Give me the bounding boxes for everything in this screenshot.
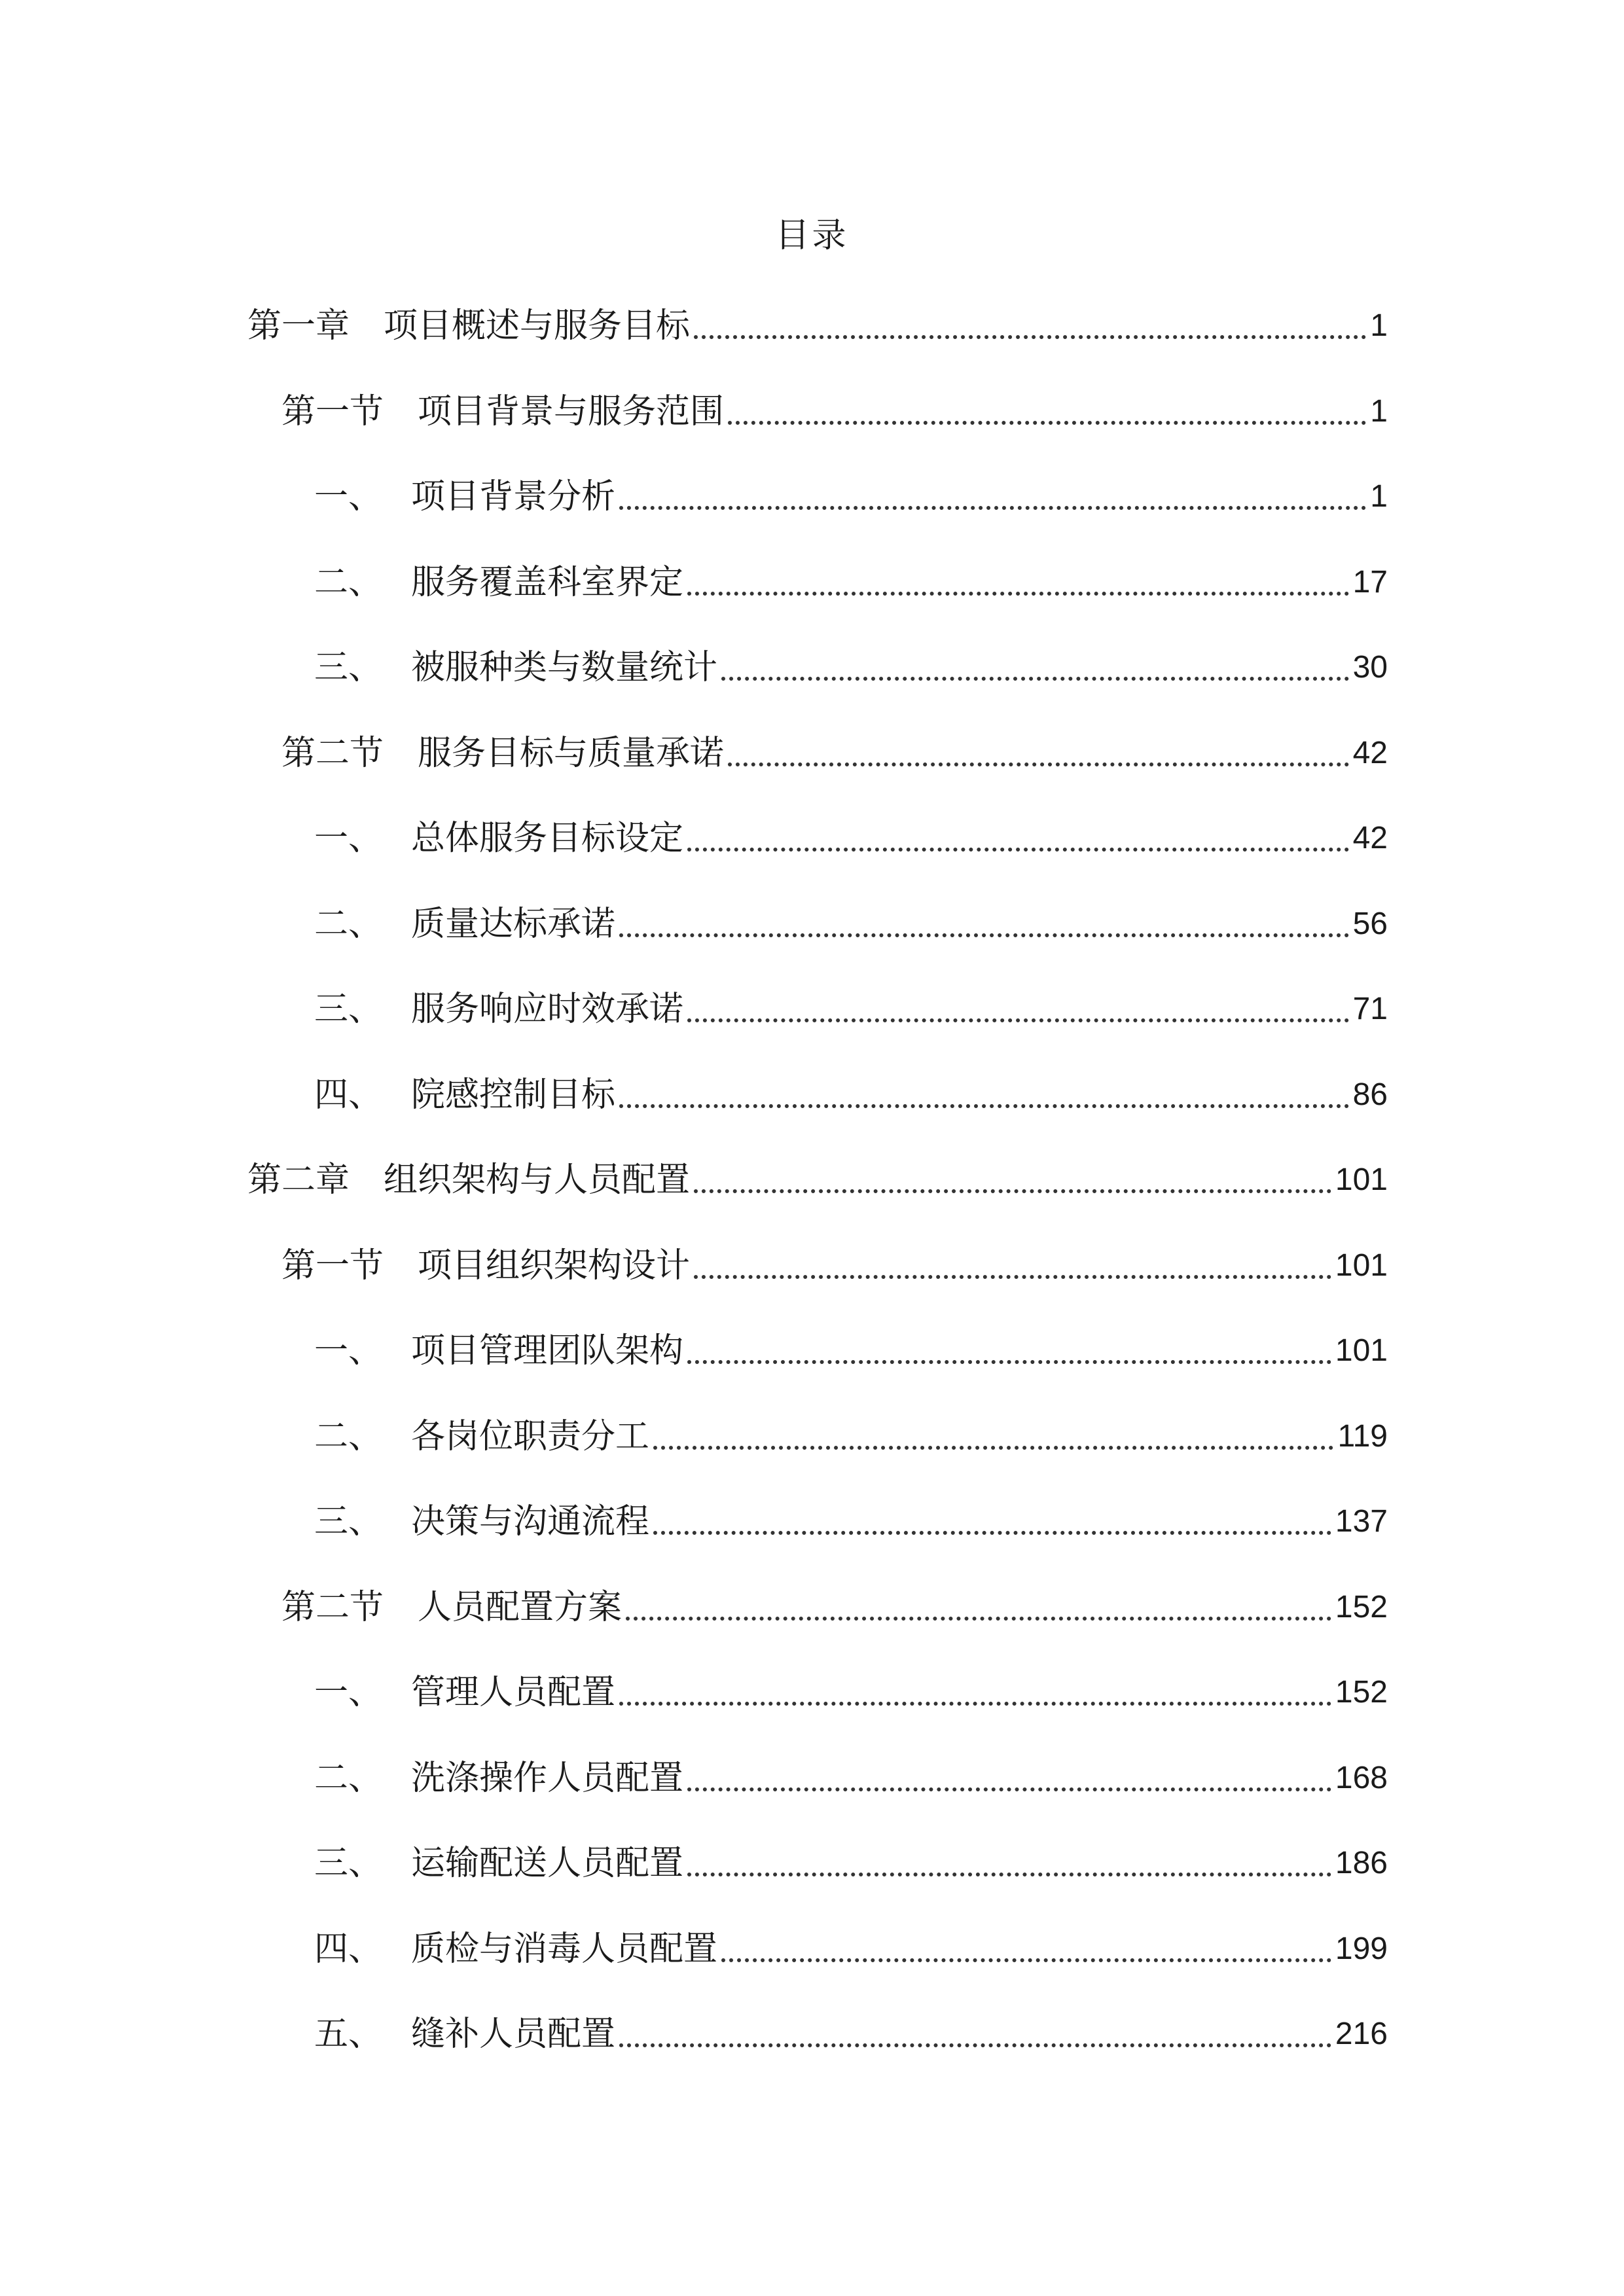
- toc-dot-leader: [694, 335, 1366, 339]
- toc-entry-title: 洗涤操作人员配置: [411, 1759, 684, 1798]
- toc-entry-number: 四、: [314, 1075, 383, 1115]
- toc-entry-number: 三、: [314, 990, 383, 1029]
- toc-entry-title: 服务响应时效承诺: [411, 990, 684, 1029]
- toc-page-number: 119: [1337, 1419, 1388, 1454]
- toc-entry-number: 第二节: [281, 1588, 384, 1627]
- toc-page-number: 42: [1352, 821, 1388, 855]
- toc-dot-leader: [694, 1189, 1331, 1193]
- toc-entry-title: 项目背景分析: [411, 477, 616, 516]
- toc-dot-leader: [653, 1446, 1333, 1450]
- toc-page-number: 168: [1335, 1761, 1388, 1795]
- toc-entry-title: 决策与沟通流程: [411, 1502, 650, 1541]
- toc-entry[interactable]: [314, 1666, 1388, 1719]
- toc-dot-leader: [687, 848, 1349, 852]
- toc-entry-title: 项目管理团队架构: [411, 1331, 684, 1371]
- toc-entry-title: 运输配送人员配置: [411, 1844, 684, 1883]
- toc-entry[interactable]: [314, 1923, 1388, 1975]
- toc-entry[interactable]: [314, 641, 1388, 694]
- toc-entry[interactable]: [314, 1410, 1388, 1463]
- toc-entry-title: 院感控制目标: [411, 1075, 616, 1115]
- toc-page-number: 1: [1370, 308, 1388, 343]
- toc-dot-leader: [653, 1531, 1331, 1535]
- toc-entry-number: 三、: [314, 1502, 383, 1541]
- toc-entry[interactable]: [314, 812, 1388, 865]
- toc-dot-leader: [619, 2043, 1331, 2047]
- toc-dot-leader: [619, 506, 1366, 510]
- toc-entry-title: 项目组织架构设计: [418, 1246, 691, 1285]
- toc-entry-title: 各岗位职责分工: [411, 1417, 650, 1456]
- toc-entry-number: 二、: [314, 1417, 383, 1456]
- toc-dot-leader: [687, 1873, 1331, 1876]
- toc-entry[interactable]: [314, 1069, 1388, 1121]
- toc-entry-title: 项目概述与服务目标: [384, 306, 691, 346]
- toc-entry-number: 二、: [314, 905, 383, 944]
- toc-entry-title: 缝补人员配置: [411, 2015, 616, 2054]
- toc-entry-number: 五、: [314, 2015, 383, 2054]
- toc-entry[interactable]: [281, 386, 1388, 438]
- toc-page-number: 101: [1335, 1248, 1388, 1283]
- toc-page-number: 71: [1352, 992, 1388, 1026]
- toc-entry[interactable]: [314, 556, 1388, 609]
- toc-entry-title: 项目背景与服务范围: [418, 392, 725, 431]
- toc-entry-number: 一、: [314, 1673, 383, 1712]
- toc-entry-number: 二、: [314, 563, 383, 602]
- toc-dot-leader: [619, 1104, 1349, 1108]
- toc-entry-number: 三、: [314, 648, 383, 687]
- toc-entry-title: 人员配置方案: [418, 1588, 623, 1627]
- toc-page-number: 152: [1335, 1590, 1388, 1624]
- toc-entry[interactable]: [314, 2008, 1388, 2060]
- toc-entry[interactable]: [281, 1240, 1388, 1292]
- toc-page-number: 17: [1352, 565, 1388, 600]
- toc-entry-number: 第一章: [247, 306, 350, 346]
- toc-dot-leader: [721, 677, 1349, 681]
- toc-page-number: 137: [1335, 1504, 1388, 1539]
- toc-entry[interactable]: [314, 1325, 1388, 1377]
- toc-entry-number: 一、: [314, 477, 383, 516]
- toc-dot-leader: [687, 592, 1349, 596]
- toc-dot-leader: [619, 1702, 1331, 1706]
- toc-page-number: 1: [1370, 394, 1388, 429]
- toc-page-number: 152: [1335, 1675, 1388, 1710]
- toc-entry-number: 第一节: [281, 1246, 384, 1285]
- toc-dot-leader: [687, 1018, 1349, 1022]
- toc-entry-number: 一、: [314, 819, 383, 858]
- toc-entry[interactable]: [314, 1837, 1388, 1890]
- toc-entry-title: 质检与消毒人员配置: [411, 1929, 718, 1969]
- toc-entry-title: 服务目标与质量承诺: [418, 734, 725, 773]
- toc-entry-title: 总体服务目标设定: [411, 819, 684, 858]
- toc-entry[interactable]: [314, 1752, 1388, 1804]
- toc-entry[interactable]: [314, 1496, 1388, 1548]
- toc-page-number: 30: [1352, 650, 1388, 685]
- toc-entry-title: 服务覆盖科室界定: [411, 563, 684, 602]
- toc-dot-leader: [626, 1617, 1331, 1621]
- toc-page-number: 86: [1352, 1077, 1388, 1112]
- toc-entry-title: 管理人员配置: [411, 1673, 616, 1712]
- toc-dot-leader: [694, 1275, 1331, 1279]
- toc-page-number: 42: [1352, 736, 1388, 770]
- toc-entry-number: 三、: [314, 1844, 383, 1883]
- toc-entry-number: 一、: [314, 1331, 383, 1371]
- toc-entry-number: 第一节: [281, 392, 384, 431]
- toc-page-number: 199: [1335, 1931, 1388, 1966]
- toc-dot-leader: [687, 1360, 1331, 1364]
- toc-dot-leader: [687, 1787, 1331, 1791]
- toc-dot-leader: [721, 1958, 1331, 1962]
- toc-entry[interactable]: [247, 1154, 1388, 1206]
- toc-dot-leader: [619, 933, 1349, 937]
- page-title: 目录: [775, 216, 849, 255]
- toc-entry[interactable]: [314, 471, 1388, 523]
- toc-page-number: 216: [1335, 2017, 1388, 2051]
- toc-page-number: 56: [1352, 906, 1388, 941]
- toc-page-number: 101: [1335, 1162, 1388, 1197]
- toc-entry-number: 第二章: [247, 1160, 350, 1200]
- toc-entry-number: 第二节: [281, 734, 384, 773]
- toc-page-number: 101: [1335, 1333, 1388, 1368]
- toc-page-number: 186: [1335, 1846, 1388, 1880]
- toc-entry[interactable]: [281, 1581, 1388, 1634]
- toc-entry[interactable]: [314, 898, 1388, 950]
- toc-entry-number: 二、: [314, 1759, 383, 1798]
- toc-dot-leader: [728, 762, 1349, 766]
- toc-entry-number: 四、: [314, 1929, 383, 1969]
- toc-entry[interactable]: [247, 300, 1388, 352]
- toc-entry-title: 质量达标承诺: [411, 905, 616, 944]
- toc-entry[interactable]: [314, 983, 1388, 1035]
- toc-dot-leader: [728, 421, 1366, 425]
- toc-entry-title: 组织架构与人员配置: [384, 1160, 691, 1200]
- toc-entry[interactable]: [281, 727, 1388, 780]
- toc-entry-title: 被服种类与数量统计: [411, 648, 718, 687]
- toc-page-number: 1: [1370, 479, 1388, 514]
